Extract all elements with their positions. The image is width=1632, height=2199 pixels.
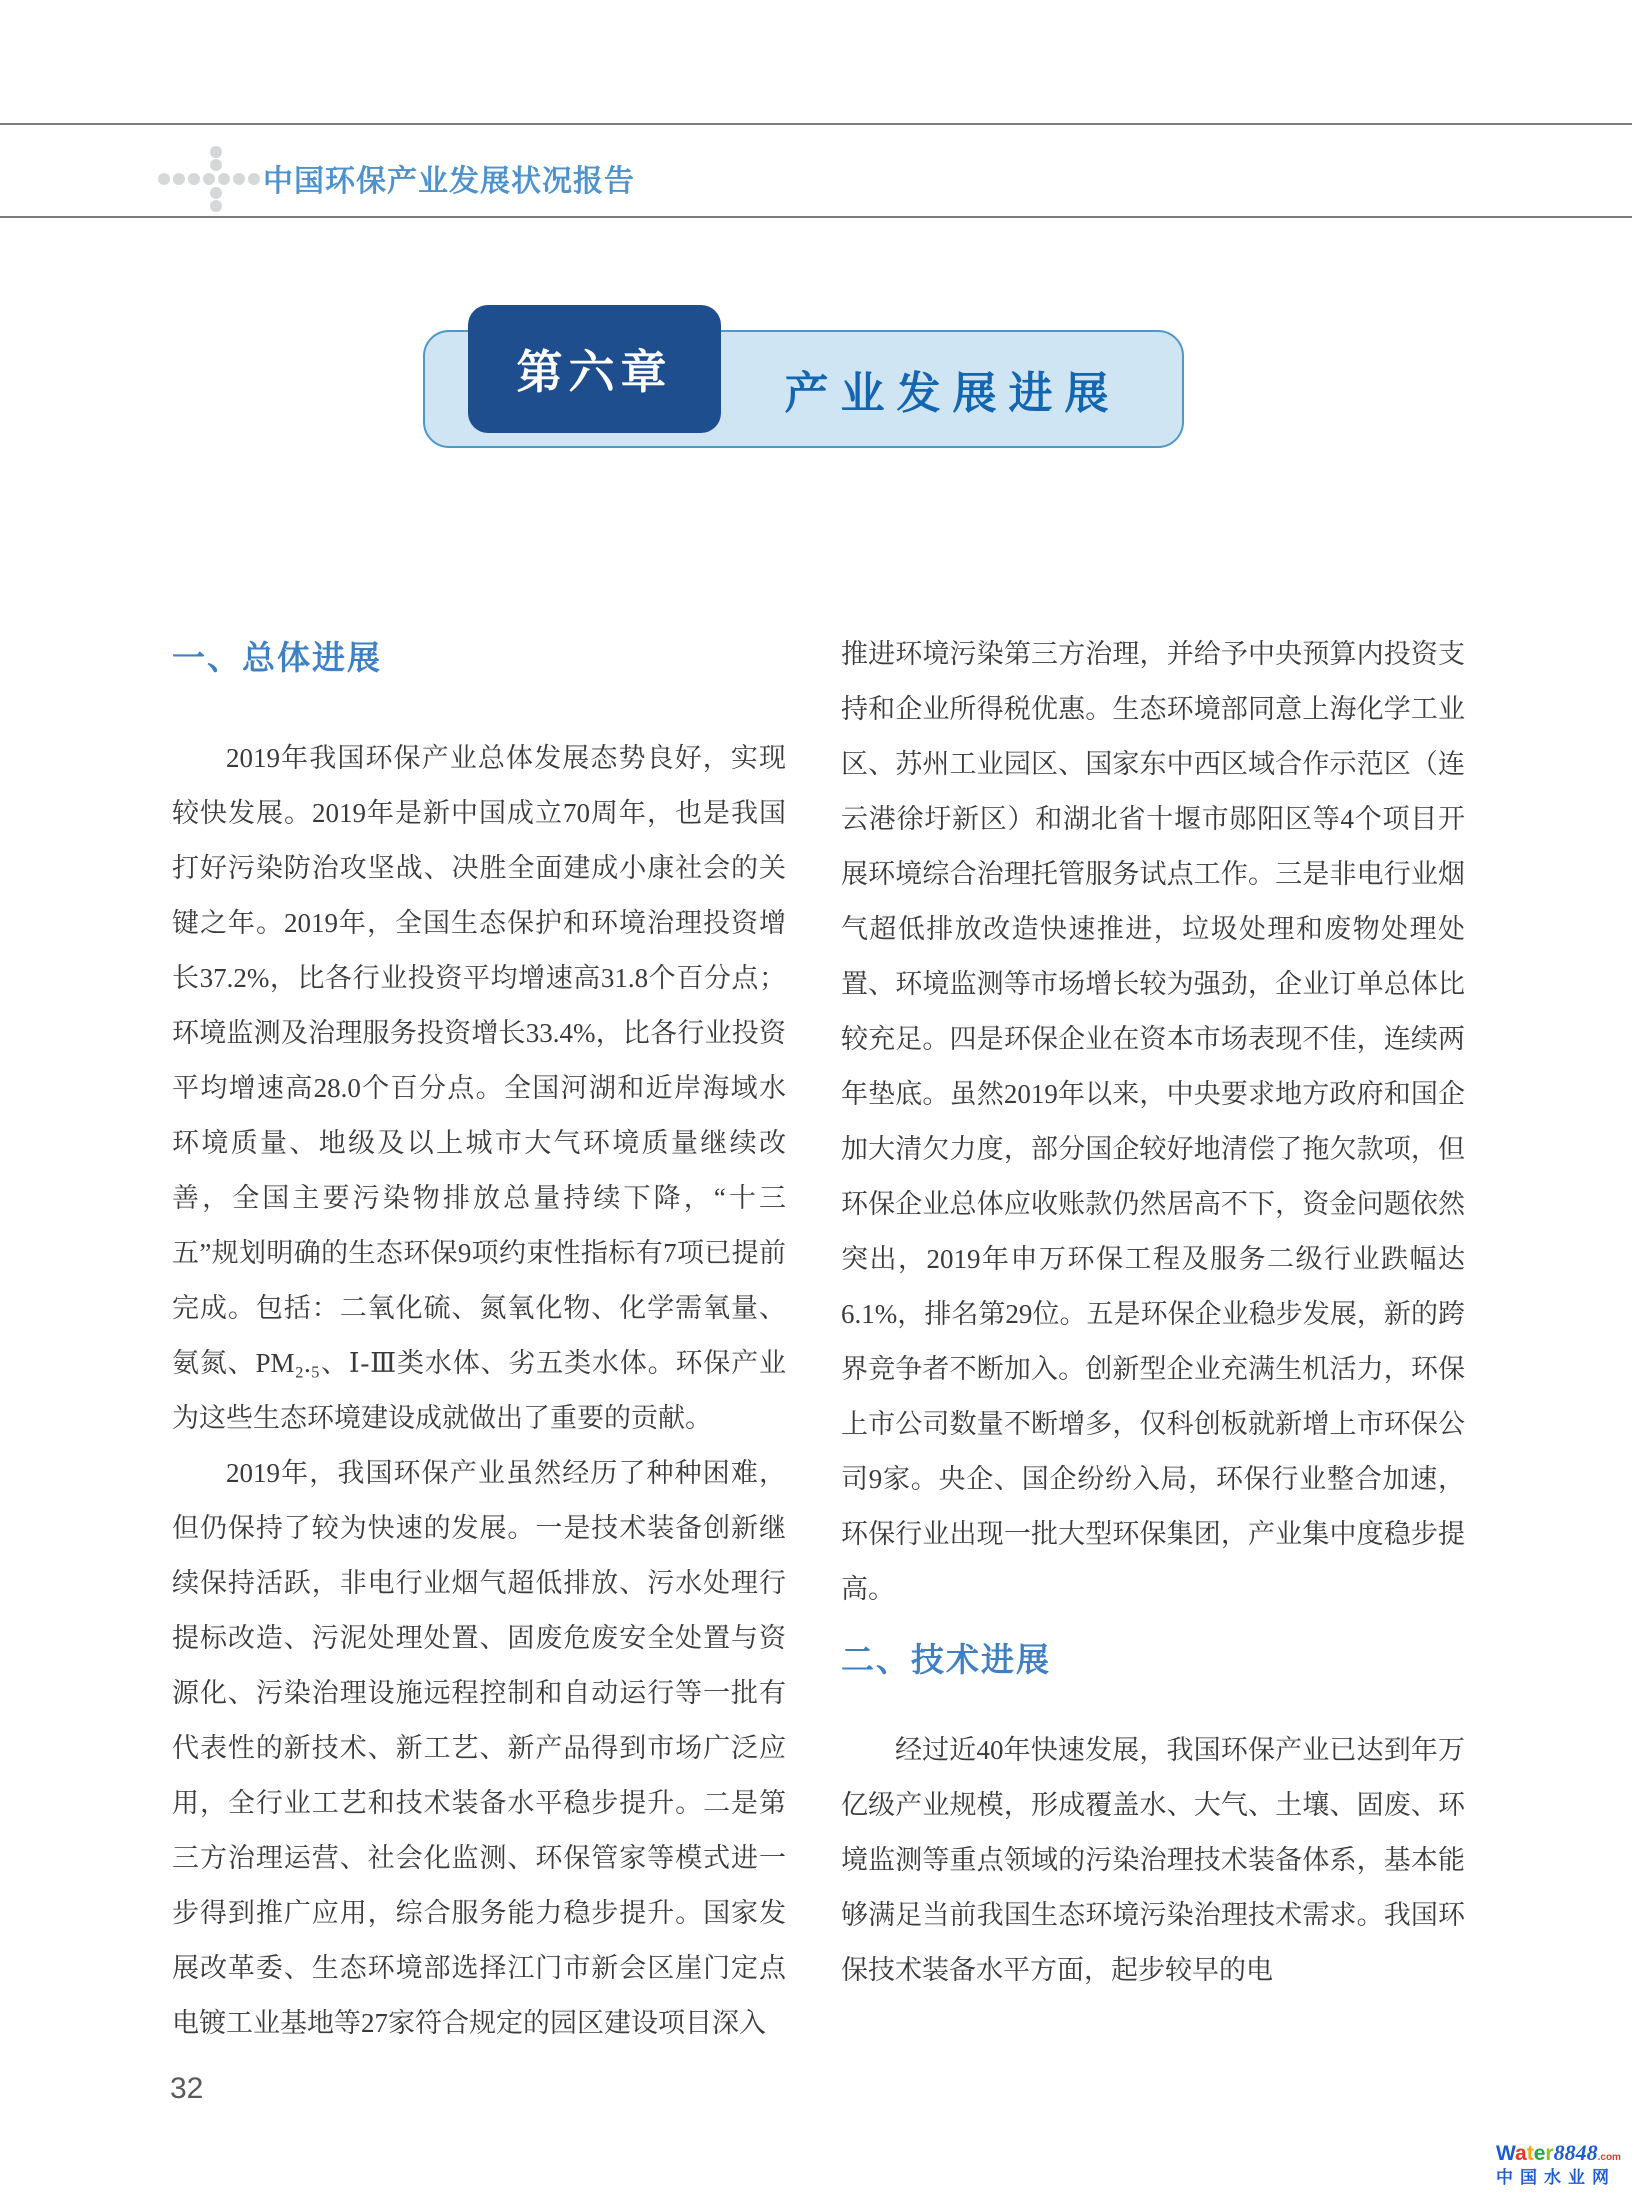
header-top-rule [0,123,1632,125]
watermark-letter: e [1533,2142,1546,2165]
section-heading-overall-progress: 一、总体进展 [172,639,382,676]
watermark-letter: t [1526,2142,1534,2165]
watermark-letter: r [1545,2142,1554,2165]
watermark-number: 8848 [1553,2140,1598,2165]
left-paragraph-1: 2019年我国环保产业总体发展态势良好，实现较快发展。2019年是新中国成立70周年，也是我国打好污染防治攻坚战、决胜全面建成小康社会的关键之年。2019年，全国生态保护和环境治理投资增长37.2%，比各行业投资平均增速高31.8个百分点；环境监测及治理服务投资增长33.4%，比各行业投资平均增速高28.0个百分点。全国河湖和近岸海域水环境质量、地级及以上城市大气环境质量继续改善，全国主要污染物排放总量持续下降，“十三五”规划明确的生态环保9项约束性指标有7项已提前完成。包括：二氧化硫、氮氧化物、化学需氧量、氨氮、PM₂.₅、Ⅰ-Ⅲ类水体、劣五类水体。环保产业为这些生态环境建设成就做出了重要的贡献。 [172,743,786,1433]
header-bottom-rule [0,216,1632,218]
watermark-subtitle: 中国水业网 [1496,2168,1616,2187]
watermark-letter: W [1496,2142,1516,2165]
watermark-letter: a [1515,2142,1527,2165]
left-paragraph-2: 2019年，我国环保产业虽然经历了种种困难，但仍保持了较为快速的发展。一是技术装备创新继续保持活跃，非电行业烟气超低排放、污水处理行提标改造、污泥处理处置、固废危废安全处置与资源化、污染治理设施远程控制和自动运行等一批有代表性的新技术、新工艺、新产品得到市场广泛应用，全行业工艺和技术装备水平稳步提升。二是第三方治理运营、社会化监测、环保管家等模式进一步得到推广应用，综合服务能力稳步提升。国家发展改革委、生态环境部选择江门市新会区崖门定点电镀工业基地等27家符合规定的园区建设项目深入 [172,1458,786,2038]
report-header-title: 中国环保产业发展状况报告 [263,165,635,198]
left-column [172,640,786,2051]
chapter-title: 产业发展进展 [784,369,1121,418]
section-heading-technical-progress: 二、技术进展 [841,1641,1051,1678]
water8848-logo [1496,2142,1632,2164]
right-column [841,627,1465,1998]
water8848-watermark [1496,2142,1632,2186]
right-paragraph-1: 经过近40年快速发展，我国环保产业已达到年万亿级产业规模，形成覆盖水、大气、土壤、固废、环境监测等重点领域的污染治理技术装备体系，基本能够满足当前我国生态环境污染治理技术需求。我国环保技术装备水平方面，起步较早的电 [841,1735,1465,1985]
chapter-number-box: 第六章 [468,305,721,433]
report-logo-dotted-plus-icon [158,146,268,214]
page-number: 32 [170,2072,204,2105]
watermark-tld: .com [1597,2152,1621,2163]
right-continuation-paragraph: 推进环境污染第三方治理，并给予中央预算内投资支持和企业所得税优惠。生态环境部同意上海化学工业区、苏州工业园区、国家东中西区域合作示范区（连云港徐圩新区）和湖北省十堰市郧阳区等4个项目开展环境综合治理托管服务试点工作。三是非电行业烟气超低排放改造快速推进，垃圾处理和废物处理处置、环境监测等市场增长较为强劲，企业订单总体比较充足。四是环保企业在资本市场表现不佳，连续两年垫底。虽然2019年以来，中央要求地方政府和国企加大清欠力度，部分国企较好地清偿了拖欠款项，但环保企业总体应收账款仍然居高不下，资金问题依然突出，2019年申万环保工程及服务二级行业跌幅达6.1%，排名第29位。五是环保企业稳步发展，新的跨界竞争者不断加入。创新型企业充满生机活力，环保上市公司数量不断增多，仅科创板就新增上市环保公司9家。央企、国企纷纷入局，环保行业整合加速，环保行业出现一批大型环保集团，产业集中度稳步提高。 [841,639,1465,1604]
